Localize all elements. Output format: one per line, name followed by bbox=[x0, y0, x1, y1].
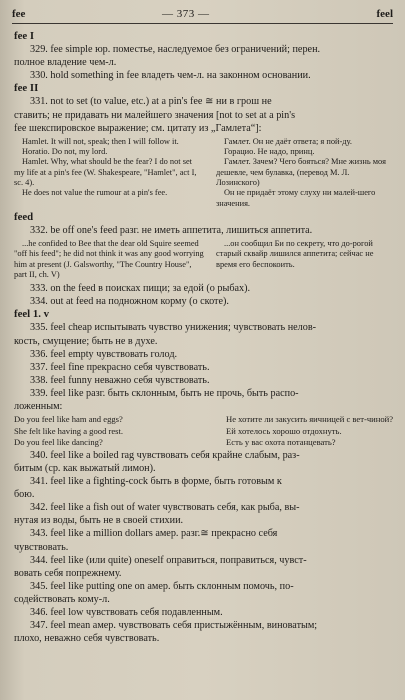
example-english: Do you feel like ham and eggs? bbox=[14, 414, 123, 425]
entry-340-cont: битым (ср. как выжатый лимон). bbox=[14, 463, 156, 475]
entry-339: 339. feel like разг. быть склонным, быть не прочь, быть распо- bbox=[30, 387, 299, 399]
example-russian: Не хотите ли закусить яичницей с вет-чиной? bbox=[226, 414, 394, 425]
entry-341: 341. feel like a fighting-cock быть в форме, быть готовым к bbox=[30, 476, 282, 488]
entry-337: 337. feel fine прекрасно себя чувствовать. bbox=[30, 361, 210, 373]
entry-339-cont: ложенным: bbox=[14, 401, 63, 413]
quote-line: ...he confided to Bee that the dear old Squire seemed "off his feed"; he did not think it was any good worrying him at present (J. Galsworthy, "The Country House", part II, ch. V) bbox=[14, 239, 204, 279]
example-english: Do you feel like dancing? bbox=[14, 437, 103, 448]
entry-347-cont: плохо, неважно себя чувствовать. bbox=[14, 633, 160, 645]
entry-341-cont: бою. bbox=[14, 489, 35, 501]
entry-346: 346. feel low чувствовать себя подавленным. bbox=[30, 607, 223, 619]
entry-330: 330. hold something in fee владеть чем-л. на законном основании. bbox=[30, 70, 311, 82]
quotation-english bbox=[14, 239, 204, 280]
quotation-galsworthy bbox=[14, 239, 394, 280]
quote-line: Horatio. Do not, my lord. bbox=[22, 147, 108, 157]
entry-333: 333. on the feed в поисках пищи; за едой (о рыбах). bbox=[30, 283, 251, 295]
entry-347: 347. feel mean амер. чувствовать себя пристыжённым, виноватым; bbox=[30, 620, 318, 632]
page-header bbox=[12, 8, 393, 22]
entry-342-cont: нутая из воды, быть не в своей стихии. bbox=[14, 515, 184, 527]
quotation-russian bbox=[216, 239, 394, 280]
entry-331-cont: ставить; не придавать ни малейшего значения [not to set at a pin's bbox=[14, 109, 296, 121]
entry-335: 335. feel cheap испытывать чувство унижения; чувствовать нелов- bbox=[30, 322, 317, 334]
entry-336: 336. feel empty чувствовать голод. bbox=[30, 348, 178, 360]
header-right-guideword: feel bbox=[376, 8, 393, 20]
entry-329-cont: полное владение чем-л. bbox=[14, 57, 117, 69]
entry-334: 334. out at feed на подножном корму (о скоте). bbox=[30, 296, 229, 308]
entry-342: 342. feel like a fish out of water чувствовать себя, как рыба, вы- bbox=[30, 502, 300, 514]
entry-331: 331. not to set (to value, etc.) at a pin's fee ≅ ни в грош не bbox=[30, 96, 272, 108]
entry-344-cont: вовать себя попрежнему. bbox=[14, 567, 122, 579]
entry-343-cont: чувствовать. bbox=[14, 541, 69, 553]
headword-feel: feel 1. v bbox=[14, 308, 50, 321]
example-russian: Ей хотелось хорошо отдохнуть. bbox=[226, 425, 342, 436]
header-rule bbox=[12, 23, 393, 24]
example-pair bbox=[14, 426, 394, 437]
quotation-russian bbox=[216, 137, 394, 209]
quotation-hamlet bbox=[14, 137, 394, 209]
entry-344: 344. feel like (или quite) oneself оправиться, поправиться, чувст- bbox=[30, 554, 307, 566]
quote-line: Горацио. Не надо, принц. bbox=[224, 147, 315, 157]
entry-335-cont: кость, смущение; быть не в духе. bbox=[14, 335, 158, 347]
entry-343: 343. feel like a million dollars амер. разг.≅ прекрасно себя bbox=[30, 528, 278, 540]
entry-331-cont: fee шекспировское выражение; см. цитату из „Гамлета“]: bbox=[14, 122, 262, 134]
example-russian: Есть у вас охота потанцевать? bbox=[226, 437, 336, 448]
quote-line: Hamlet. It will not, speak; then I will follow it. bbox=[22, 136, 179, 146]
entry-345-cont: содействовать кому-л. bbox=[14, 593, 110, 605]
quote-line: He does not value the rumour at a pin's fee. bbox=[22, 188, 168, 198]
quotation-english bbox=[14, 137, 204, 209]
dictionary-entries bbox=[14, 30, 394, 645]
header-left-guideword: fee bbox=[12, 8, 26, 20]
page-number: — 373 — bbox=[162, 8, 210, 20]
headword-fee-2: fee II bbox=[14, 82, 39, 95]
quote-line: Он не придаёт этому слуху ни малей-шего значения. bbox=[216, 188, 376, 208]
entry-345: 345. feel like putting one on амер. быть склонным помочь, по- bbox=[30, 580, 294, 592]
quote-line: Hamlet. Why, what should be the fear? I do not set my life at a pin's fee (W. Shakespeare, "Hamlet", act I, sc. 4). bbox=[14, 157, 197, 187]
headword-feed: feed bbox=[14, 210, 34, 223]
entry-329: 329. fee simple юр. поместье, наследуемое без ограничений; перен. bbox=[30, 44, 321, 56]
quote-line: Гамлет. Он не даёт ответа; я пой-ду. bbox=[224, 136, 352, 146]
example-pair bbox=[14, 414, 394, 425]
entry-332: 332. be off one's feed разг. не иметь аппетита, лишиться аппетита. bbox=[30, 224, 313, 236]
example-pair bbox=[14, 437, 394, 448]
entry-340: 340. feel like a boiled rag чувствовать себя крайне слабым, раз- bbox=[30, 449, 300, 461]
entry-338: 338. feel funny неважно себя чувствовать. bbox=[30, 374, 210, 386]
headword-fee-1: fee I bbox=[14, 30, 35, 42]
example-english: She felt like having a good rest. bbox=[14, 425, 124, 436]
quote-line: Гамлет. Зачем? Чего бояться? Мне жизнь моя дешевле, чем булавка, (перевод М. Л. Лозинского) bbox=[216, 157, 386, 187]
quote-line: ...он сообщил Би по секрету, что до-рогой старый сквайр лишился аппетита; сейчас не время его беспокоить. bbox=[216, 239, 374, 269]
